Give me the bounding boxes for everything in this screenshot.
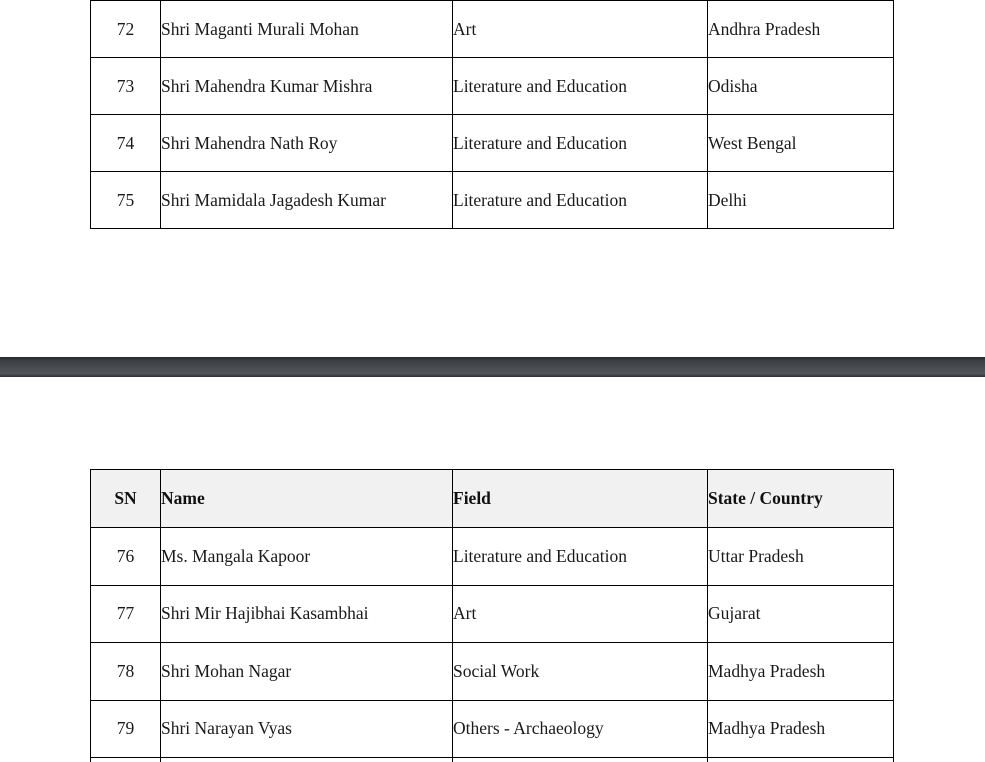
table-row xyxy=(91,1,894,58)
cell-sn: 74 xyxy=(91,115,161,172)
cell-sn xyxy=(91,758,161,762)
cell-field: Literature and Education xyxy=(453,58,708,115)
cell-state: Delhi xyxy=(708,172,894,229)
cell-sn: 79 xyxy=(91,700,161,758)
cell-state: Andhra Pradesh xyxy=(708,1,894,58)
cell-field: Art xyxy=(453,1,708,58)
cell-field: Others - Archaeology xyxy=(453,700,708,758)
cell-state: West Bengal xyxy=(708,115,894,172)
cell-state: Odisha xyxy=(708,58,894,115)
table-row xyxy=(91,585,894,643)
awards-table-lower xyxy=(90,469,894,762)
cell-sn: 72 xyxy=(91,1,161,58)
header-field: Field xyxy=(453,470,708,528)
table-row xyxy=(91,643,894,701)
cell-name: Shri Mahendra Kumar Mishra xyxy=(161,58,453,115)
cell-sn: 77 xyxy=(91,585,161,643)
cell-name: Shri Mahendra Nath Roy xyxy=(161,115,453,172)
cell-name: Shri Mohan Nagar xyxy=(161,643,453,701)
table-row-partial xyxy=(91,758,894,762)
cell-field: Art xyxy=(453,585,708,643)
cell-name: Ms. Mangala Kapoor xyxy=(161,528,453,586)
cell-state: Uttar Pradesh xyxy=(708,528,894,586)
header-sn: SN xyxy=(91,470,161,528)
header-name: Name xyxy=(161,470,453,528)
header-state-country: State / Country xyxy=(708,470,894,528)
cell-sn: 75 xyxy=(91,172,161,229)
cell-sn: 78 xyxy=(91,643,161,701)
cell-name: Shri Mir Hajibhai Kasambhai xyxy=(161,585,453,643)
table-row xyxy=(91,528,894,586)
cell-field xyxy=(453,758,708,762)
cell-state: Gujarat xyxy=(708,585,894,643)
cell-field: Literature and Education xyxy=(453,172,708,229)
cell-name: Shri Mamidala Jagadesh Kumar xyxy=(161,172,453,229)
table-header-row xyxy=(91,470,894,528)
table-row xyxy=(91,700,894,758)
cell-state: Madhya Pradesh xyxy=(708,643,894,701)
table-row xyxy=(91,58,894,115)
cell-field: Social Work xyxy=(453,643,708,701)
cell-name: Shri Maganti Murali Mohan xyxy=(161,1,453,58)
table-row xyxy=(91,172,894,229)
cell-name: Shri Narayan Vyas xyxy=(161,700,453,758)
table-row xyxy=(91,115,894,172)
pdf-page-lower xyxy=(0,377,985,762)
cell-name xyxy=(161,758,453,762)
cell-field: Literature and Education xyxy=(453,115,708,172)
cell-sn: 76 xyxy=(91,528,161,586)
awards-table-upper xyxy=(90,0,894,229)
cell-field: Literature and Education xyxy=(453,528,708,586)
page-gap-divider xyxy=(0,357,985,377)
cell-sn: 73 xyxy=(91,58,161,115)
cell-state: Madhya Pradesh xyxy=(708,700,894,758)
pdf-page-upper xyxy=(0,0,985,357)
cell-state xyxy=(708,758,894,762)
